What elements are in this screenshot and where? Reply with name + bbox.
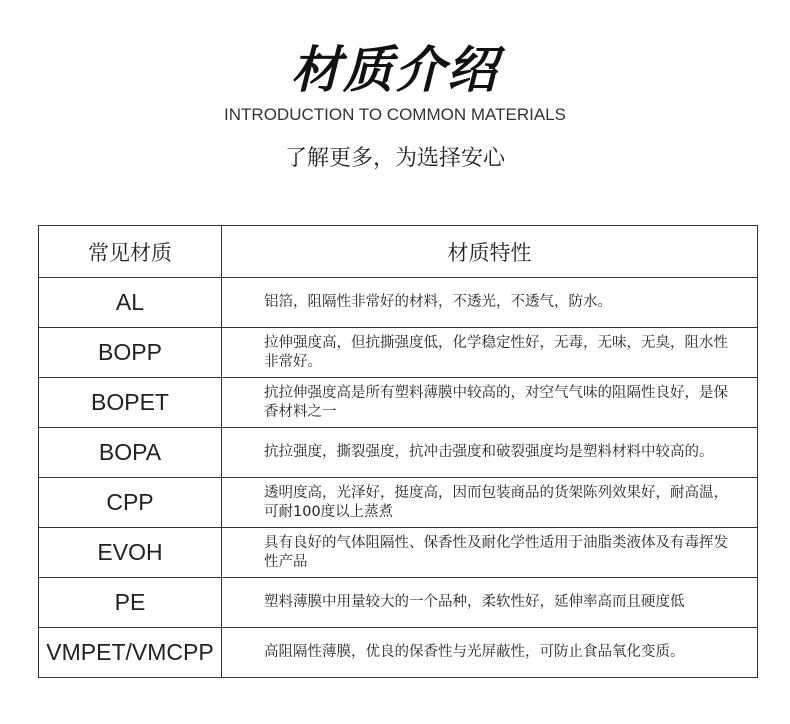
table-row [39, 578, 758, 628]
english-subtitle: INTRODUCTION TO COMMON MATERIALS [224, 105, 566, 124]
material-name: BOPP [39, 328, 222, 378]
page-title: 材质介绍 [291, 41, 499, 99]
table-row [39, 428, 758, 478]
material-name: EVOH [39, 528, 222, 578]
material-description: 高阻隔性薄膜，优良的保香性与光屏蔽性，可防止食品氧化变质。 [222, 628, 758, 678]
material-name: CPP [39, 478, 222, 528]
table-row [39, 378, 758, 428]
table-header-row [39, 226, 758, 278]
material-description: 透明度高，光泽好，挺度高，因而包装商品的货架陈列效果好，耐高温，可耐100度以上蒸煮 [222, 478, 758, 528]
table-row [39, 528, 758, 578]
column-header-properties: 材质特性 [222, 226, 758, 278]
material-name: BOPET [39, 378, 222, 428]
column-header-material: 常见材质 [39, 226, 222, 278]
material-description: 抗拉伸强度高是所有塑料薄膜中较高的，对空气气味的阻隔性良好，是保香材料之一 [222, 378, 758, 428]
material-name: BOPA [39, 428, 222, 478]
material-description: 抗拉强度，撕裂强度，抗冲击强度和破裂强度均是塑料材料中较高的。 [222, 428, 758, 478]
material-description: 铝箔，阻隔性非常好的材料，不透光，不透气，防水。 [222, 278, 758, 328]
tagline: 了解更多，为选择安心 [284, 146, 505, 171]
material-description: 拉伸强度高，但抗撕强度低，化学稳定性好，无毒，无味，无臭，阻水性非常好。 [222, 328, 758, 378]
material-description: 具有良好的气体阻隔性、保香性及耐化学性适用于油脂类液体及有毒挥发性产品 [222, 528, 758, 578]
table-row [39, 478, 758, 528]
materials-table [38, 225, 758, 678]
table-row [39, 278, 758, 328]
material-name: VMPET/VMCPP [39, 628, 222, 678]
table-row [39, 628, 758, 678]
material-name: PE [39, 578, 222, 628]
material-name: AL [39, 278, 222, 328]
table-row [39, 328, 758, 378]
material-description: 塑料薄膜中用量较大的一个品种，柔软性好，延伸率高而且硬度低 [222, 578, 758, 628]
